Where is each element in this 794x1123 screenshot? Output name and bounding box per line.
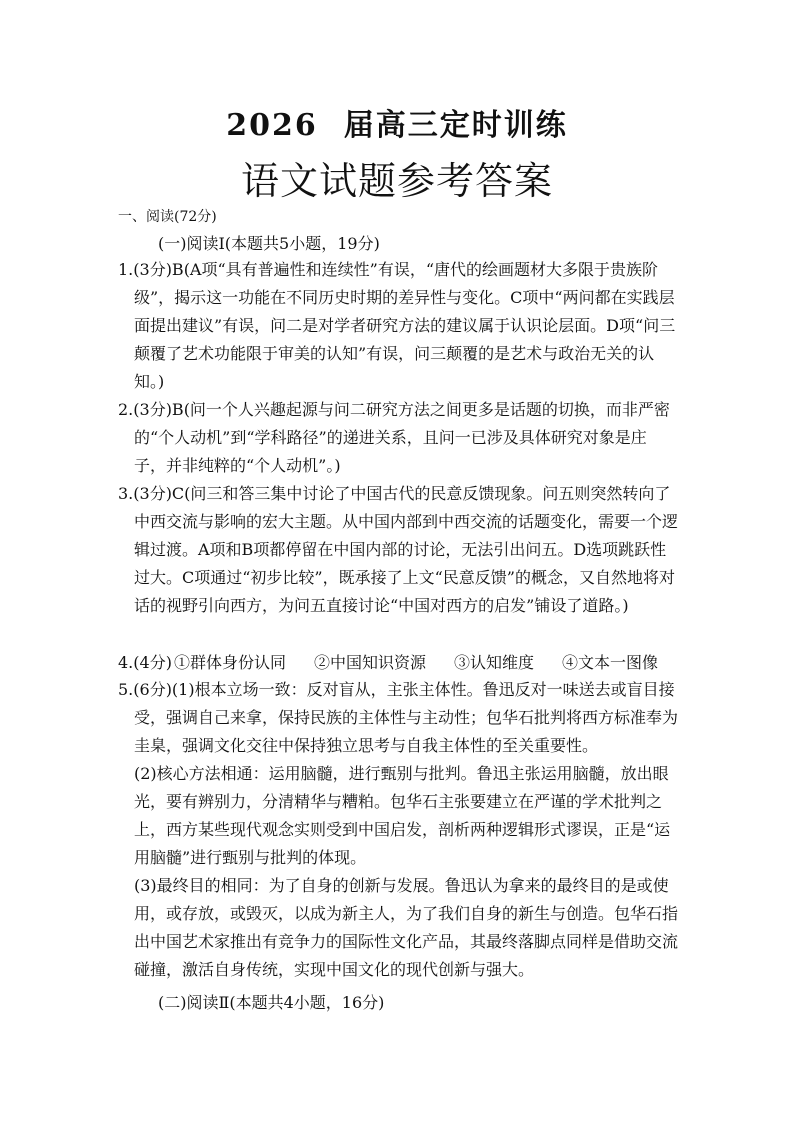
answer-q4-item-3: ③认知维度 <box>453 653 534 672</box>
answer-q3-text: 3.(3分)C(问三和答三集中讨论了中国古代的民意反馈现象。问五则突然转向了中西交流与影响的宏大主题。从中国内部到中西交流的话题变化，需要一个逻辑过渡。A项和B项都停留在中国内部的讨论，无法引出问五。D选项跳跃性过大。C项通过“初步比较”，既承接了上文“民意反馈”的概念，又自然地将对话的视野引向西方，为问五直接讨论“中国对西方的启发”铺设了道路。) <box>118 484 679 615</box>
answer-q2 <box>118 396 678 480</box>
answer-q5-point-3: (3)最终目的相同：为了自身的创新与发展。鲁迅认为拿来的最终目的是或使用，或存放，或毁灭，以成为新主人，为了我们自身的新生与创造。包华石指出中国艺术家推出有竞争力的国际性文化产品，其最终落脚点同样是借助交流碰撞，激活自身传统，实现中国文化的现代创新与强大。 <box>134 876 679 979</box>
answer-q5 <box>118 676 678 760</box>
answer-q2-text: 2.(3分)B(问一个人兴趣起源与问二研究方法之间更多是话题的切换，而非严密的“个人动机”到“学科路径”的递进关系，且问一已涉及具体研究对象是庄子，并非纯粹的“个人动机”。) <box>118 400 670 475</box>
answer-q4-item-2: ②中国知识资源 <box>313 653 426 672</box>
document-title: 语文试题参考答案 <box>240 159 553 203</box>
answer-q4-item-1: ①群体身份认同 <box>173 653 286 672</box>
answer-q4-item-4: ④文本一图像 <box>561 653 658 672</box>
answer-q1-text: 1.(3分)B(A项“具有普遍性和连续性”有误，“唐代的绘画题材大多限于贵族阶级”，揭示这一功能在不同历史时期的差异性与变化。C项中“两问都在实践层面提出建议”有误，问二是对学者研究方法的建议属于认识论层面。D项“问三颠覆了艺术功能限于审美的认知”有误，问三颠覆的是艺术与政治无关的认知。) <box>118 260 676 391</box>
answer-q4 <box>118 650 658 673</box>
section-heading-reading: 一、阅读(72分) <box>118 209 217 225</box>
subsection-heading-reading-1: (一)阅读Ⅰ(本题共5小题，19分) <box>158 234 380 253</box>
answer-q5-point-2-block <box>134 760 679 872</box>
exam-title <box>0 100 794 144</box>
answer-q3 <box>118 480 678 620</box>
subsection-heading-reading-2: (二)阅读Ⅱ(本题共4小题，16分) <box>158 993 385 1012</box>
answer-q4-prefix: 4.(4分) <box>118 653 172 672</box>
answer-q5-point-1: 5.(6分)(1)根本立场一致：反对盲从，主张主体性。鲁迅反对一味送去或盲目接受，强调自己来拿，保持民族的主体性与主动性；包华石批判将西方标准奉为圭臬，强调文化交往中保持独立思考与自我主体性的至关重要性。 <box>118 680 679 755</box>
exam-year: 2026 <box>226 108 318 143</box>
answer-q5-point-3-block <box>134 872 679 984</box>
answer-q1 <box>118 256 678 396</box>
answer-q5-point-2: (2)核心方法相通：运用脑髓，进行甄别与批判。鲁迅主张运用脑髓，放出眼光，要有辨别力，分清精华与糟粕。包华石主张要建立在严谨的学术批判之上，西方某些现代观念实则受到中国启发，剖析两种逻辑形式谬误，正是“运用脑髓”进行甄别与批判的体现。 <box>134 764 671 867</box>
exam-title-text: 届高三定时训练 <box>343 108 568 143</box>
